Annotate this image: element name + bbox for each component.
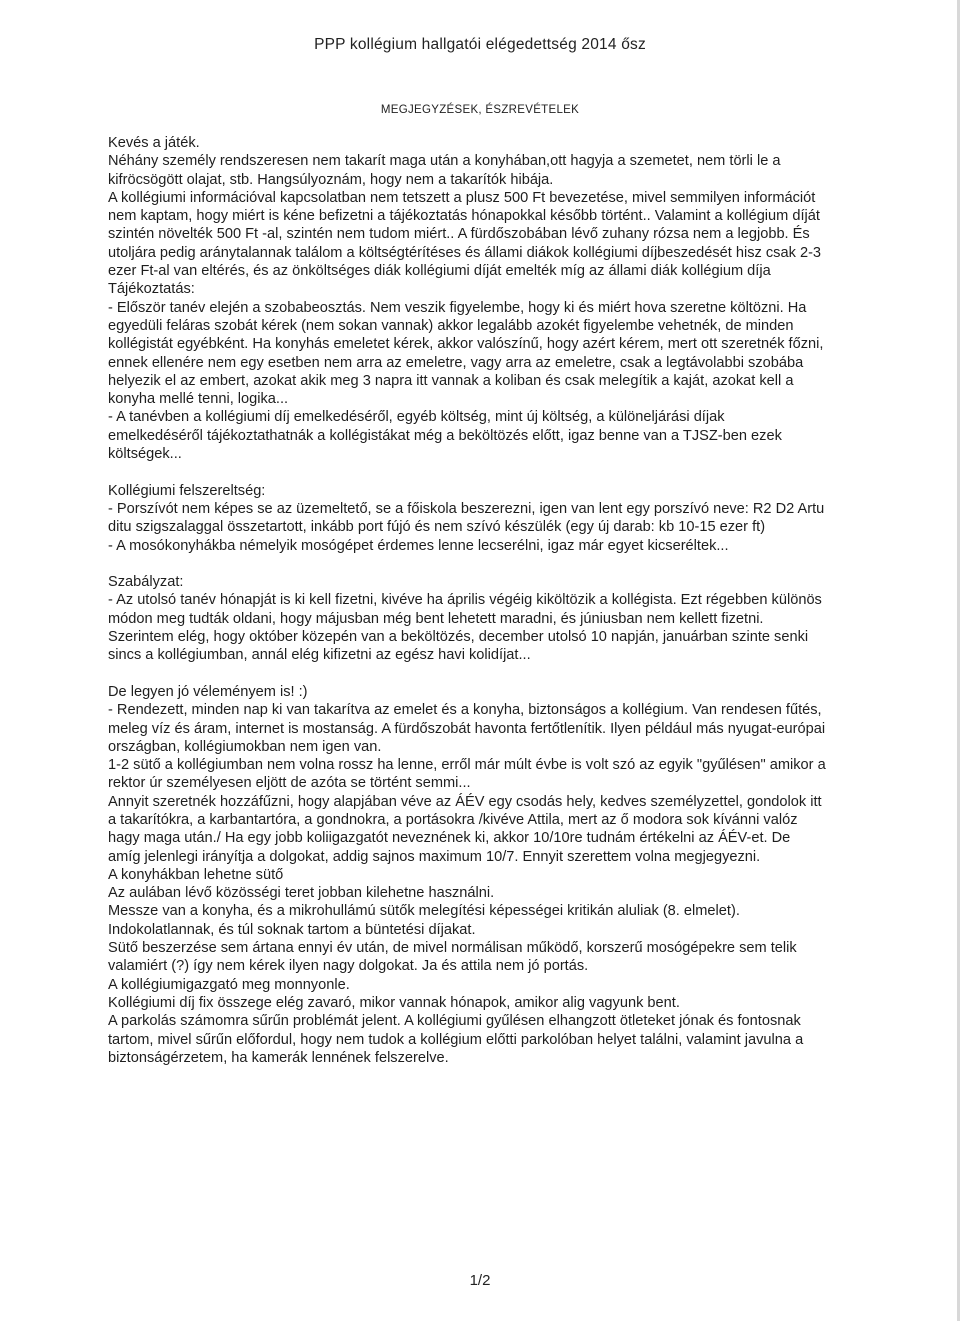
- text-line: konyha mellé tenni, logika...: [108, 391, 289, 408]
- text-line: kifröcsögött olajat, stb. Hangsúlyoznám, hogy nem a takarítók hibája.: [108, 171, 554, 188]
- blank-line: [108, 555, 868, 573]
- text-line: emelkedéséről tájékoztathatnák a kollégistákat még a beköltözés előtt, igaz benne van a TJSZ-ben ezek: [108, 427, 782, 444]
- text-line: Az aulában lévő közösségi teret jobban kilehetne használni.: [108, 885, 495, 902]
- text-line: sincs a kollégiumban, annál elég kifizetni az egész havi kolidíjat...: [108, 647, 531, 664]
- text-line: meleg víz és áram, internet is mostanság. A fürdőszobát havonta fertőtlenítik. Ilyen például más nyugat-európai: [108, 720, 826, 737]
- text-line: A kollégiumigazgató meg monnyonle.: [108, 976, 350, 993]
- text-line: utoljára pedig aránytalannak találom a költségtérítéses és állami diákok kollégiumi díjbeszedését hisz csak 2-3: [108, 244, 822, 261]
- text-line: A kollégiumi információval kapcsolatban nem tetszett a plusz 500 Ft bevezetése, mivel semmilyen információt: [108, 189, 816, 206]
- text-line: Kollégiumi felszereltség:: [108, 482, 266, 499]
- text-line: Messze van a konyha, és a mikrohullámú sütők melegítési képességei kritikán aluliak (8. elmelet).: [108, 903, 740, 920]
- text-line: valamiért (?) így nem kérek ilyen nagy dolgokat. Ja és attila nem jó portás.: [108, 958, 589, 975]
- text-line: 1-2 sütő a kollégiumban nem volna rossz ha lenne, erről már múlt évbe is volt szó az egyik "gyűlésen" amikor a: [108, 757, 826, 774]
- text-line: Szerintem elég, hogy október közepén van a beköltözés, december utolsó 10 napján, januárban szinte senki: [108, 629, 809, 646]
- text-line: Sütő beszerzése sem ártana ennyi év után, de mivel normálisan működő, korszerű mosógépekre sem telik: [108, 940, 797, 957]
- text-line: költségek...: [108, 446, 182, 463]
- section-heading: MEGJEGYZÉSEK, ÉSZREVÉTELEK: [380, 104, 580, 116]
- text-line: módon meg tudták oldani, hogy májusban még bent lehetett maradni, és júniusban nem kellett fizetni.: [108, 610, 764, 627]
- document-title: PPP kollégium hallgatói elégedettség 2014 ősz: [314, 36, 646, 53]
- text-line: Indokolatlannak, és túl soknak tartom a büntetési díjakat.: [108, 921, 476, 938]
- text-line: a takarítókra, a karbantartóra, a gondnokra, a portásokra /kivéve Attila, mert az ő modora sok kívánni valóz: [108, 811, 798, 828]
- text-line: biztonságérzetem, ha kamerák lennének felszerelve.: [108, 1049, 449, 1066]
- text-line: Kevés a játék.: [108, 135, 200, 151]
- text-line: A parkolás számomra sűrűn problémát jelent. A kollégiumi gyűlésen elhangzott ötleteket jónak és fontosnak: [108, 1013, 801, 1030]
- text-line: amíg jelenlegi irányítja a dolgokat, addig sajnos maximum 10/7. Ennyit szerettem volna megjegyezni.: [108, 848, 761, 865]
- text-line: - Először tanév elején a szobabeosztás. Nem veszik figyelembe, hogy ki és miért hova szeretne költözni. Ha: [108, 299, 807, 316]
- text-line: Annyit szeretnék hozzáfűzni, hogy alapjában véve az ÁÉV egy csodás hely, kedves személyzettel, gondolok itt: [108, 793, 822, 810]
- text-line: Kollégiumi díj fix összege elég zavaró, mikor vannak hónapok, amikor alig vagyunk bent.: [108, 994, 680, 1011]
- text-line: A konyhákban lehetne sütő: [108, 866, 284, 883]
- text-line: Néhány személy rendszeresen nem takarít maga után a konyhában,ott hagyja a szemetet, nem törli le a: [108, 153, 781, 170]
- text-line: Tájékoztatás:: [108, 281, 195, 298]
- text-line: nem kaptam, hogy miért is kéne befizetni a tájékoztatás hónapokkal később történt.. Valamint a kollégium díját: [108, 208, 820, 225]
- text-line: - Rendezett, minden nap ki van takarítva az emelet és a konyha, biztonságos a kollégium. Van rendesen fűtés,: [108, 702, 822, 719]
- text-line: tartom, mivel sűrűn előfordul, hogy nem tudok a kollégium előtti parkolóban helyet találni, valamint javulna a: [108, 1031, 804, 1048]
- text-line: rektor úr személyesen eljött de azóta se történt semmi...: [108, 775, 471, 792]
- page-number: 1/2: [469, 1272, 491, 1289]
- text-line: - Az utolsó tanév hónapját is ki kell fizetni, kivéve ha április végéig kiköltözik a kollégista. Ezt régebben különös: [108, 592, 822, 609]
- text-line: hagy maga után./ Ha egy jobb koliigazgatót neveznének ki, akkor 10/10re tudnám értékelni az ÁÉV-et. De: [108, 830, 791, 847]
- comments-body: [108, 134, 868, 1067]
- text-line: szintén növelték 500 Ft -al, szintén nem tudom miért.. A fürdőszobában lévő zuhany rózsa nem a legjobb. És: [108, 226, 810, 243]
- text-line: - Porszívót nem képes se az üzemeltető, se a főiskola beszerezni, igen van lent egy porszívó neve: R2 D2 Artu: [108, 500, 825, 517]
- text-line: ezer Ft-al van eltérés, és az önköltséges diák kollégiumi díját emelték míg az állami diák kollégium díja: [108, 263, 771, 280]
- text-line: országban, kollégiumokban nem igen van.: [108, 738, 382, 755]
- text-line: kollégistát egyébként. Ha konyhás emeletet kérek, akkor valószínű, hogy azért kérem, mert ott szeretnék főzni,: [108, 336, 824, 353]
- text-line: De legyen jó véleményem is! :): [108, 683, 308, 700]
- blank-line: [108, 463, 868, 481]
- text-line: - A tanévben a kollégiumi díj emelkedéséről, egyéb költség, mint új költség, a különeljárási díjak: [108, 409, 725, 426]
- blank-line: [108, 665, 868, 683]
- text-line: ditu szigszalaggal összetartott, inkább port fújó és nem szívó készülék (egy új darab: kb 10-15 ezer ft): [108, 519, 766, 536]
- text-line: helyezik el az embert, azokat akik meg 3 napra itt vannak a koliban és csak melegítik a kaját, azokat kell a: [108, 372, 794, 389]
- text-line: egyedüli feláras szobát kérek (nem sokan vannak) akkor legalább azokét figyelembe vehetnék, de minden: [108, 317, 794, 334]
- text-line: Szabályzat:: [108, 574, 184, 591]
- text-line: - A mosókonyhákba némelyik mosógépet érdemes lenne lecserélni, igaz már egyet kicseréltek...: [108, 537, 729, 554]
- text-line: ennek ellenére nem egy esetben nem arra az emeletre, vagy arra az emeletre, csak a legtávolabbi szobába: [108, 354, 804, 371]
